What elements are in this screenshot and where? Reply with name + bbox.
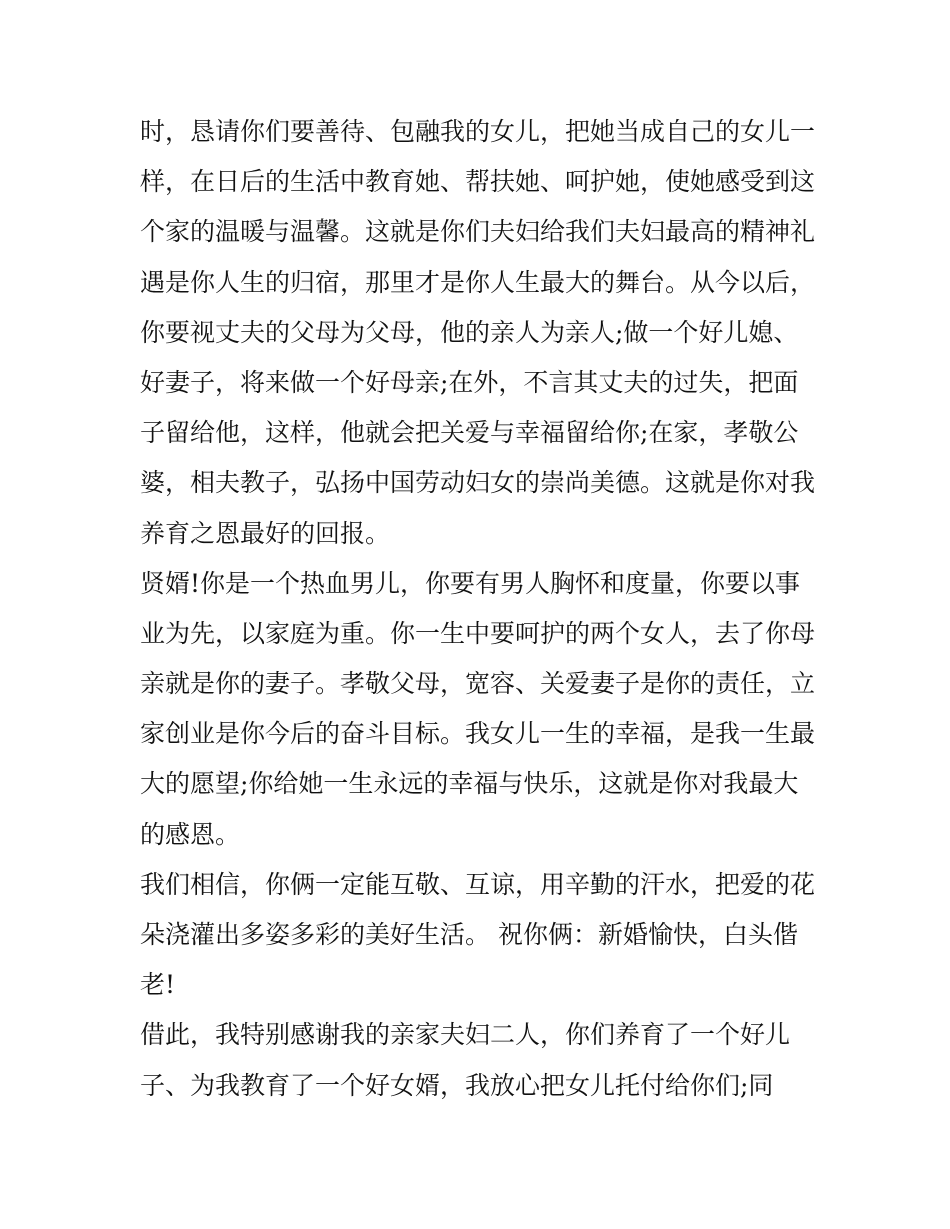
text-line: 大的愿望;你给她一生永远的幸福与快乐，这就是你对我最大 [140, 769, 799, 799]
text-line: 遇是你人生的归宿，那里才是你人生最大的舞台。从今以后， [140, 267, 816, 297]
text-line: 你要视丈夫的父母为父母，他的亲人为亲人;做一个好儿媳、 [140, 317, 799, 347]
text-line: 子留给他，这样，他就会把关爱与幸福留给你;在家，孝敬公 [140, 418, 799, 448]
text-line: 个家的温暖与温馨。这就是你们夫妇给我们夫妇最高的精神礼 [140, 217, 816, 247]
text-line: 家创业是你今后的奋斗目标。我女儿一生的幸福，是我一生最 [140, 719, 816, 749]
body-text [140, 107, 820, 1111]
text-line: 朵浇灌出多姿多彩的美好生活。 祝你俩：新婚愉快，白头偕 [140, 920, 798, 949]
text-line: 子、为我教育了一个好女婿，我放心把女儿托付给你们;同 [140, 1070, 774, 1100]
text-line: 养育之恩最好的回报。 [140, 518, 391, 548]
text-line: 的感恩。 [140, 819, 241, 849]
text-line: 时，恳请你们要善待、包融我的女儿，把她当成自己的女儿一 [140, 117, 816, 146]
text-line: 亲就是你的妻子。孝敬父母，宽容、关爱妻子是你的责任，立 [140, 669, 816, 699]
text-line: 借此，我特别感谢我的亲家夫妇二人，你们养育了一个好儿 [140, 1020, 791, 1050]
text-line: 好妻子，将来做一个好母亲;在外，不言其丈夫的过失，把面 [140, 367, 799, 397]
text-line: 我们相信，你俩一定能互敬、互谅，用辛勤的汗水，把爱的花 [140, 869, 816, 899]
text-line: 业为先，以家庭为重。你一生中要呵护的两个女人，去了你母 [140, 618, 816, 648]
text-line: 样，在日后的生活中教育她、帮扶她、呵护她，使她感受到这 [140, 167, 816, 197]
text-line: 老! [140, 970, 176, 1000]
text-line: 婆，相夫教子，弘扬中国劳动妇女的崇尚美德。这就是你对我 [140, 468, 816, 498]
text-line: 贤婿!你是一个热血男儿，你要有男人胸怀和度量，你要以事 [140, 568, 801, 598]
